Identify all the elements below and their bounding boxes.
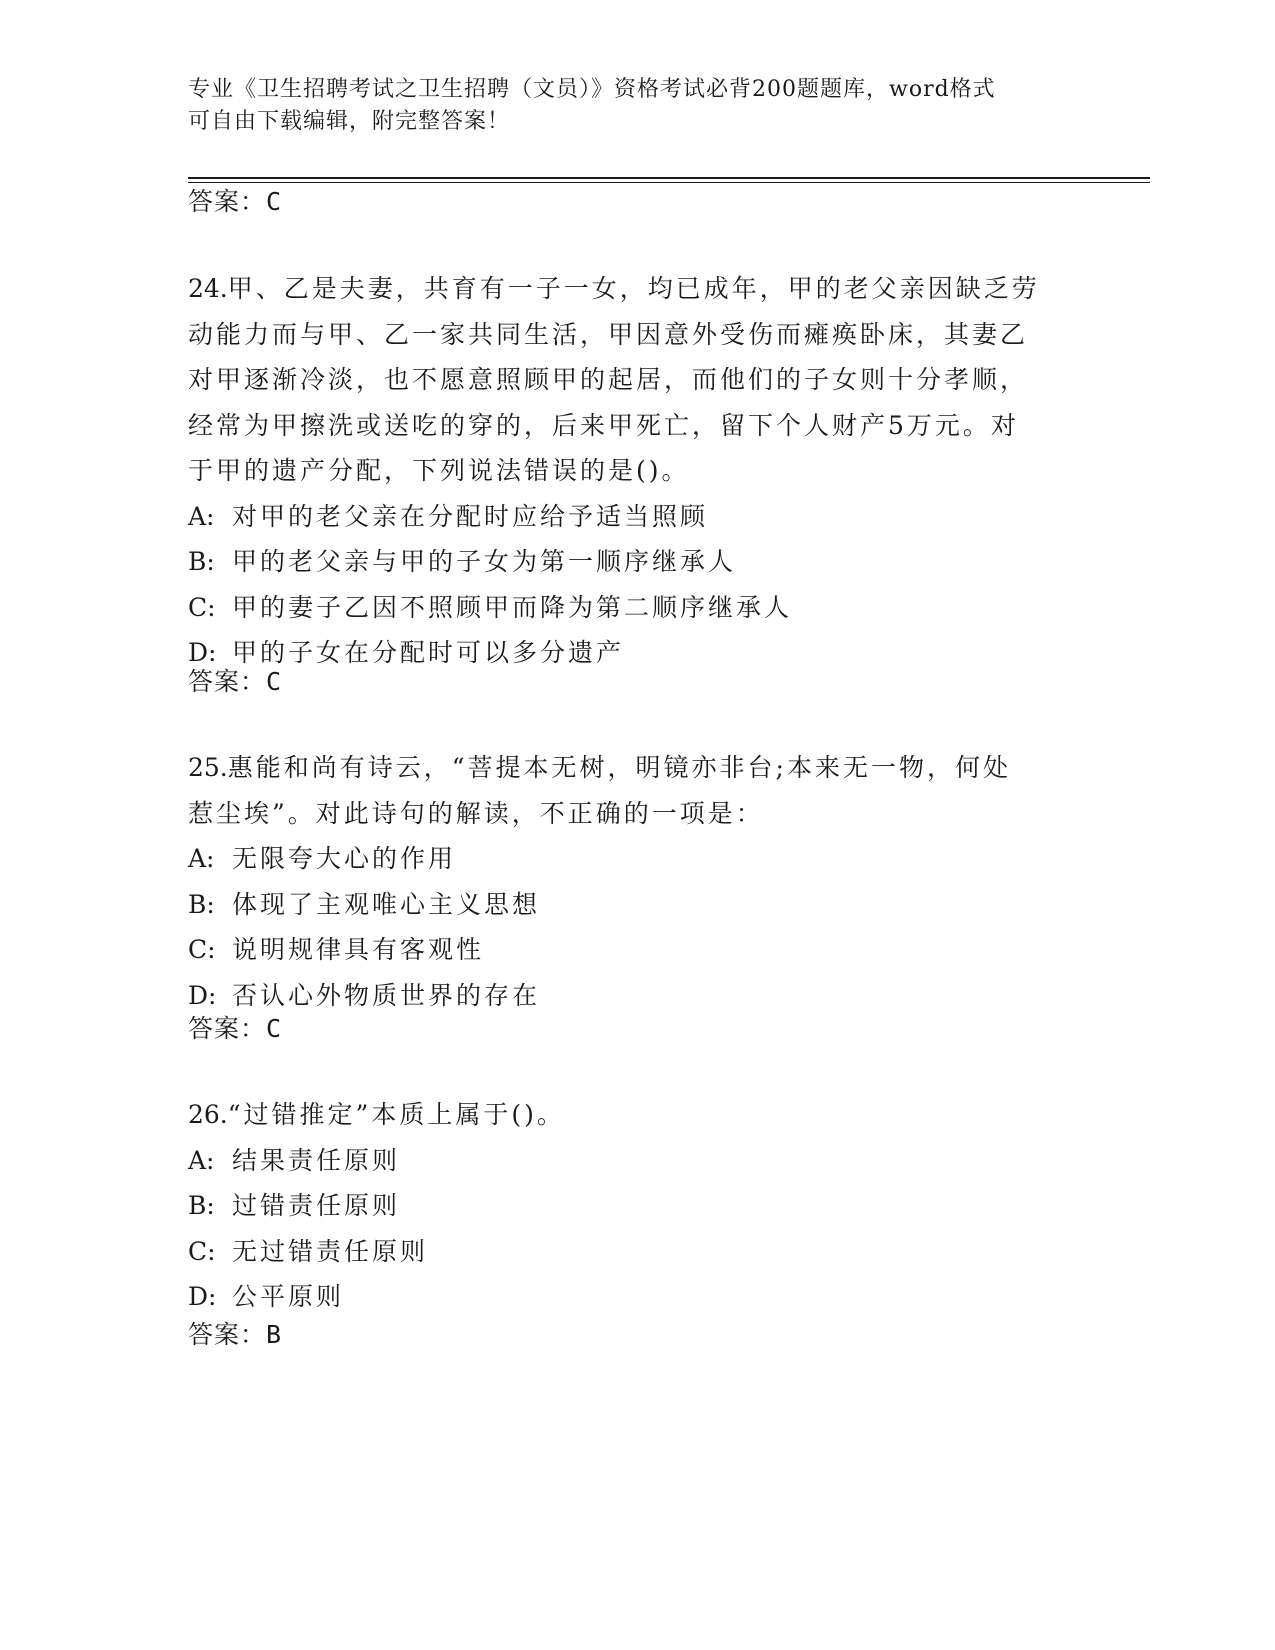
answer-label: 答案： [188, 667, 267, 696]
header-divider-thick [188, 177, 1150, 179]
question-26 [188, 1092, 1068, 1320]
answer-26 [188, 1318, 282, 1352]
option-letter: A: [188, 844, 215, 873]
option-d [188, 973, 1068, 1019]
option-letter: B: [188, 1191, 215, 1220]
previous-answer [188, 185, 282, 219]
option-text: 对甲的老父亲在分配时应给予适当照顾 [232, 501, 709, 531]
option-text: 公平原则 [232, 1282, 345, 1311]
option-letter: A: [188, 501, 215, 531]
option-d [188, 630, 1068, 676]
header-line-1: 专业《卫生招聘考试之卫生招聘（文员）》资格考试必背200题题库，word格式 [188, 77, 996, 102]
answer-25 [188, 1012, 282, 1046]
stem-line: 经常为甲擦洗或送吃的穿的，后来甲死亡，留下个人财产5万元。对 [188, 410, 1019, 440]
option-letter: C: [188, 592, 216, 622]
option-text: 无限夸大心的作用 [232, 844, 457, 873]
option-a [188, 836, 1068, 882]
question-stem [188, 1092, 1068, 1138]
question-number: 26. [188, 1100, 228, 1129]
option-text: 结果责任原则 [232, 1145, 401, 1175]
stem-line: 动能力而与甲、乙一家共同生活，甲因意外受伤而瘫痪卧床，其妻乙 [188, 319, 1029, 349]
option-letter: D: [188, 980, 217, 1010]
option-text: 否认心外物质世界的存在 [232, 980, 541, 1010]
option-letter: C: [188, 1236, 216, 1266]
option-text: 甲的老父亲与甲的子女为第一顺序继承人 [232, 547, 737, 576]
stem-line: 对甲逐渐冷淡，也不愿意照顾甲的起居，而他们的子女则十分孝顺， [188, 365, 1029, 394]
option-letter: B: [188, 889, 215, 919]
question-number: 24. [188, 274, 228, 303]
option-d [188, 1274, 1068, 1320]
option-c [188, 927, 1068, 973]
option-b [188, 882, 1068, 928]
question-stem [188, 266, 1068, 494]
answer-value: C [266, 667, 283, 696]
option-letter: B: [188, 547, 215, 576]
option-b [188, 1183, 1068, 1229]
answer-label: 答案： [188, 1320, 267, 1349]
option-text: 甲的妻子乙因不照顾甲而降为第二顺序继承人 [232, 592, 793, 622]
option-letter: D: [188, 1282, 217, 1311]
answer-value: B [266, 1320, 283, 1349]
option-letter: C: [188, 935, 216, 964]
option-text: 甲的子女在分配时可以多分遗产 [232, 638, 625, 667]
answer-24 [188, 665, 282, 699]
question-24 [188, 266, 1068, 676]
stem-line: 甲、乙是夫妻，共育有一子一女，均已成年，甲的老父亲因缺乏劳 [227, 274, 1040, 303]
answer-value: C [266, 187, 283, 216]
question-stem [188, 745, 1068, 836]
option-text: 体现了主观唯心主义思想 [232, 889, 541, 919]
answer-label: 答案： [188, 1014, 267, 1043]
stem-line: 于甲的遗产分配，下列说法错误的是()。 [188, 456, 690, 485]
option-b [188, 539, 1068, 585]
option-c [188, 585, 1068, 631]
stem-line: 惹尘埃”。对此诗句的解读，不正确的一项是： [188, 798, 764, 828]
header-divider-thin [188, 182, 1150, 183]
header-line-2: 可自由下载编辑，附完整答案！ [188, 109, 511, 134]
question-25 [188, 745, 1068, 1018]
option-letter: D: [188, 638, 217, 667]
answer-value: C [266, 1014, 283, 1043]
option-text: 无过错责任原则 [232, 1236, 429, 1266]
document-header [188, 74, 1068, 138]
question-number: 25. [188, 753, 228, 782]
answer-label: 答案： [188, 187, 267, 216]
stem-line: “过错推定”本质上属于()。 [227, 1100, 565, 1129]
option-c [188, 1229, 1068, 1275]
option-a [188, 1138, 1068, 1184]
option-text: 过错责任原则 [232, 1191, 401, 1220]
option-letter: A: [188, 1145, 215, 1175]
option-text: 说明规律具有客观性 [232, 935, 485, 964]
option-a [188, 494, 1068, 540]
stem-line: 惠能和尚有诗云，“菩提本无树，明镜亦非台;本来无一物，何处 [227, 753, 1011, 782]
